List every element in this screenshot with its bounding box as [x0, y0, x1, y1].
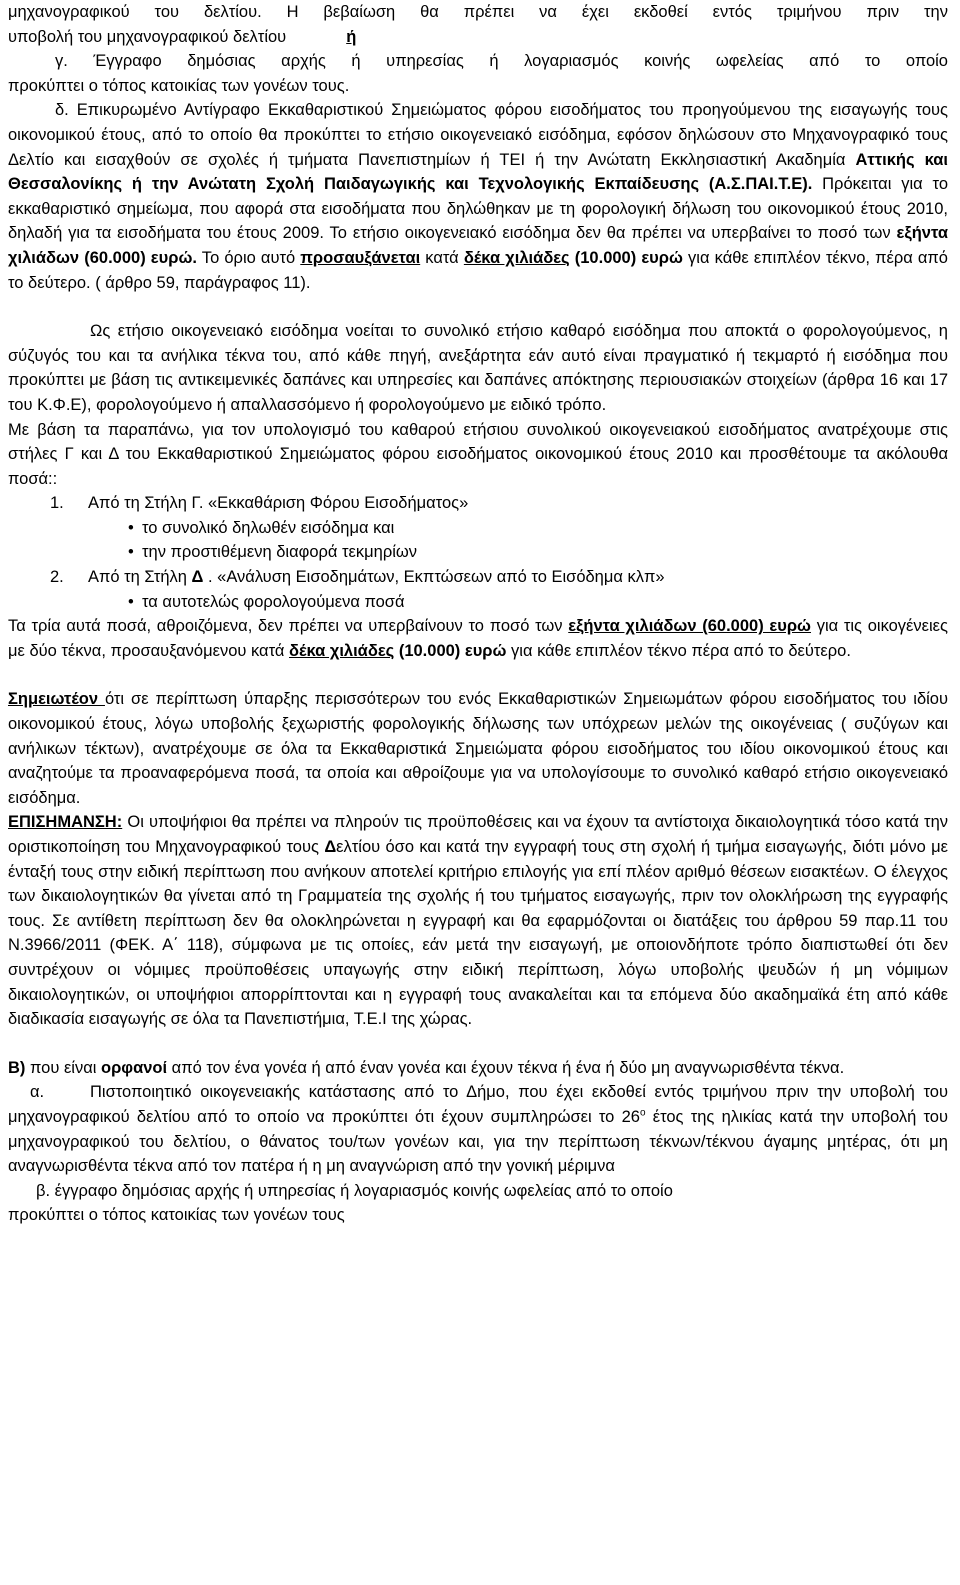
item-beta-line-1: β. έγγραφο δημόσιας αρχής ή υπηρεσίας ή λογαριασμός κοινής ωφελείας από το οποίο: [36, 1181, 673, 1200]
item-gamma-line-2: προκύπτει ο τόπος κατοικίας των γονέων τους.: [8, 76, 350, 95]
item-delta-underline-1: προσαυξάνεται: [300, 248, 421, 267]
orphans-label: Β): [8, 1058, 26, 1077]
item-delta-text-4: κατά: [420, 248, 464, 267]
list-item-2-text-b: Δ: [191, 568, 204, 587]
item-gamma: [8, 49, 948, 98]
item-delta-text-1: δ. Επικυρωμένο Αντίγραφο Εκκαθαριστικού Σημειώματος φόρου εισοδήματος του προηγούμενου της εισαγωγής τους οικονομικού έτους, από το οποίο θα προκύπτει το ετήσιο οικογενειακό εισόδημα, εφόσον δηλώσουν στο Μηχανογραφικό τους Δελτίο και εισαχθούν σε σχολές ή τμήματα Πανεπιστημίων ή ΤΕΙ ή την Ανώτατη Εκκλησιαστική Ακαδημία: [8, 101, 948, 169]
item-delta-text-5: για κάθε επιπλέον τέκνο, πέρα από το δεύτερο. ( άρθρο 59, παράγραφος 11).: [8, 248, 948, 292]
item-alpha-sup: ο: [639, 1107, 646, 1119]
threshold-underline-1: δέκα χιλιάδες: [289, 641, 395, 660]
threshold-text-1: Τα τρία αυτά ποσά, αθροιζόμενα, δεν πρέπει να υπερβαίνουν το ποσό των: [8, 617, 569, 636]
bullet-text-2: την προστιθέμενη διαφορά τεκμηρίων: [142, 543, 418, 562]
intro-line-2: [8, 25, 948, 50]
orphans-text-1: που είναι: [25, 1058, 102, 1077]
orphans-text-2: από τον ένα γονέα ή από έναν γονέα και έχουν τέκνα ή ένα ή δύο μη αναγνωρισθέντα τέκνα.: [167, 1058, 845, 1077]
bullet-text-3: τα αυτοτελώς φορολογούμενα ποσά: [142, 592, 405, 611]
list-item-2: [8, 565, 948, 590]
threshold-text-3: για κάθε επιπλέον τέκνο πέρα από το δεύτερο.: [506, 641, 851, 660]
income-definition: Ως ετήσιο οικογενειακό εισόδημα νοείται το συνολικό ετήσιο καθαρό εισόδημα που αποκτά ο φορολογούμενος, η σύζυγός του και τα ανήλικα τέκνα του, από κάθε πηγή, ανεξάρτητα εάν αυτό είναι πραγματικό ή τεκμαρτό ή εισόδημα που προκύπτει με βάση τις αντικειμενικές δαπάνες και υπηρεσίες και δαπάνες απόκτησης περιουσιακών στοιχείων (άρθρα 16 και 17 του Κ.Φ.Ε), φορολογούμενο ή απαλλασσόμενο ή φορολογούμενο με ειδικό τρόπο.: [8, 322, 948, 414]
warning-paragraph: [8, 810, 948, 1031]
item-delta-bold-1: Αττικής και Θεσσαλονίκης ή την Ανώτατη Σχολή Παιδαγωγικής και Τεχνολογικής Εκπαίδευσης (Α.Σ.ΠΑΙ.Τ.Ε).: [8, 150, 948, 194]
list-number-2: 2.: [50, 568, 64, 587]
calculation-basis: Με βάση τα παραπάνω, για τον υπολογισμό του καθαρού ετήσιου συνολικού οικογενειακού εισοδήματος ανατρέχουμε στις στήλες Γ και Δ του Εκκαθαριστικού Σημειώματος φόρου εισοδήματος οικονομικού έτους 2010 και προσθέτουμε τα ακόλουθα ποσά::: [8, 420, 948, 488]
list-number-1: 1.: [50, 494, 64, 513]
item-delta: [8, 98, 948, 295]
item-beta: [8, 1179, 948, 1228]
threshold-bold-2: (10.000) ευρώ: [394, 641, 507, 660]
item-delta-text-2: Πρόκειται για το εκκαθαριστικό σημείωμα, που αφορά στα εισοδήματα που δηλώθηκαν με τη φορολογική δήλωση του οικονομικού έτους 2010, δηλαδή για τα εισοδήματα του έτους 2009. Το ετήσιο οικογενειακό εισόδημα δεν θα πρέπει να υπερβαίνει το ποσό των: [8, 175, 948, 243]
bullet-icon: •: [128, 543, 134, 562]
note-text: ότι σε περίπτωση ύπαρξης περισσότερων του ενός Εκκαθαριστικών Σημειωμάτων φόρου εισοδήματος του ιδίου οικονομικού έτους, λόγω υποβολής ξεχωριστής φορολογικής δήλωσης των υπόχρεων μελών της οικογένειας ( συζύγων και ανήλικων τέκτων), ανατρέχουμε σε όλα τα Εκκαθαριστικά Σημειώματα φόρου εισοδήματος του ιδίου οικονομικού έτους και αναζητούμε τα προαναφερόμενα ποσά, τα οποία και αθροίζουμε για να υπολογίσουμε το συνολικό καθαρό ετήσιο οικογενειακό εισόδημα.: [8, 690, 948, 807]
item-beta-line-2: προκύπτει ο τόπος κατοικίας των γονέων τους: [8, 1206, 345, 1225]
item-delta-bold-2: εξήντα χιλιάδων (60.000) ευρώ.: [8, 224, 948, 267]
bullet-icon: •: [128, 592, 134, 611]
intro-line-1: μηχανογραφικού του δελτίου. Η βεβαίωση θα πρέπει να έχει εκδοθεί εντός τριμήνου πριν την: [8, 3, 948, 21]
warning-label: ΕΠΙΣΗΜΑΝΣΗ:: [8, 813, 123, 832]
item-alpha-text-2: έτος της ηλικίας κατά την υποβολή του μηχανογραφικού του δελτίου, ο θάνατος του/των γονέων και, για την περίπτωση τέκνων/τέκνου άγαμης μητέρας, ότι μη αναγνωρισθέντα τέκνα από τον πατέρα ή η μη αναγνώριση από την γονική μέριμνα: [8, 1107, 948, 1176]
list-item-2-text-c: . «Ανάλυση Εισοδημάτων, Εκπτώσεων από το Εισόδημα κλπ»: [203, 568, 665, 587]
amounts-list: [8, 491, 948, 614]
item-gamma-line-1: γ. Έγγραφο δημόσιας αρχής ή υπηρεσίας ή λογαριασμός κοινής ωφελείας από το οποίο: [55, 52, 948, 71]
warning-text-1: Οι υποψήφιοι θα πρέπει να πληρούν τις προϋποθέσεις και να έχουν τα αντίστοιχα δικαιολογητικά τόσο κατά την οριστικοποίηση του Μηχανογραφικού τους: [8, 813, 948, 856]
orphans-bold: ορφανοί: [101, 1058, 168, 1077]
item-delta-text-3: Το όριο αυτό: [196, 248, 301, 267]
warning-text-2: ελτίου όσο και κατά την εγγραφή τους στη σχολή ή τμήμα εισαγωγής, διότι μόνο με ένταξή τους στην ειδική περίπτωση που ανήκουν αποτελεί κριτήριο επιλογής για επί πλέον αριθμό θέσεων εισακτέων. Ο έλεγχος των δικαιολογητικών θα γίνεται από τη Γραμματεία της σχολής ή του τμήματος εισαγωγής, πριν τον ολοκλήρωση της εγγραφής τους. Σε αντίθετη περίπτωση δεν θα ολοκληρώνεται η εγγραφή και θα εφαρμόζονται οι διατάξεις του άρθρου 59 παρ.11 του Ν.3966/2011 (ΦΕΚ. Α΄ 118), σύμφωνα με τις οποίες, εάν μετά την εισαγωγή, με οποιονδήποτε τρόπο διαπιστωθεί ότι δεν συντρέχουν οι νόμιμες προϋποθέσεις υπαγωγής στην ειδική περίπτωση, λόγω υποβολής ψευδών ή μη νόμιμων δικαιολογητικών, οι υποψήφιοι απορρίπτονται και η εγγραφή τους ανακαλείται και τα επόμενα δύο ακαδημαϊκά έτη από κάθε διαδικασία εισαγωγής σε όλα τα Πανεπιστήμια, Τ.Ε.Ι της χώρας.: [8, 838, 948, 1029]
threshold-paragraph: [8, 614, 948, 663]
list-item-1: [8, 491, 948, 516]
bullet-text-1: το συνολικό δηλωθέν εισόδημα και: [142, 518, 395, 537]
intro-or-word: ή: [346, 27, 357, 46]
note-label: Σημειωτέον: [8, 690, 105, 709]
item-delta-underline-2: δέκα χιλιάδες: [463, 248, 570, 267]
bullet-item-2: [8, 540, 948, 565]
bullet-item-3: [8, 590, 948, 615]
warning-bold-1: Δ: [324, 838, 337, 856]
bullet-icon: •: [128, 518, 134, 537]
threshold-bold-1: εξήντα χιλιάδων (60.000) ευρώ: [568, 617, 811, 636]
item-alpha-label: α.: [30, 1083, 45, 1102]
intro-line-2-text: υποβολή του μηχανογραφικού δελτίου: [8, 27, 287, 46]
bullet-item-1: [8, 516, 948, 541]
orphans-paragraph: [8, 1056, 948, 1081]
item-delta-bold-3: (10.000) ευρώ: [569, 248, 683, 267]
list-item-2-text-a: Από τη Στήλη: [88, 568, 192, 587]
list-item-1-text-b: . «Εκκαθάριση Φόρου Εισοδήματος»: [198, 494, 469, 513]
threshold-text-2: για τις οικογένειες με δύο τέκνα, προσαυξανόμενου κατά: [8, 617, 948, 660]
item-alpha-text-1: Πιστοποιητικό οικογενειακής κατάστασης από το Δήμο, που έχει εκδοθεί εντός τριμήνου πριν την υποβολή του μηχανογραφικού δελτίου από το οποίο να προκύπτει ότι έχουν συμπληρώσει το 26: [8, 1083, 948, 1126]
list-item-1-text-a: Από τη Στήλη Γ: [88, 494, 199, 513]
intro-continuation: [8, 0, 948, 49]
note-paragraph: [8, 687, 948, 810]
item-alpha: [8, 1080, 948, 1178]
